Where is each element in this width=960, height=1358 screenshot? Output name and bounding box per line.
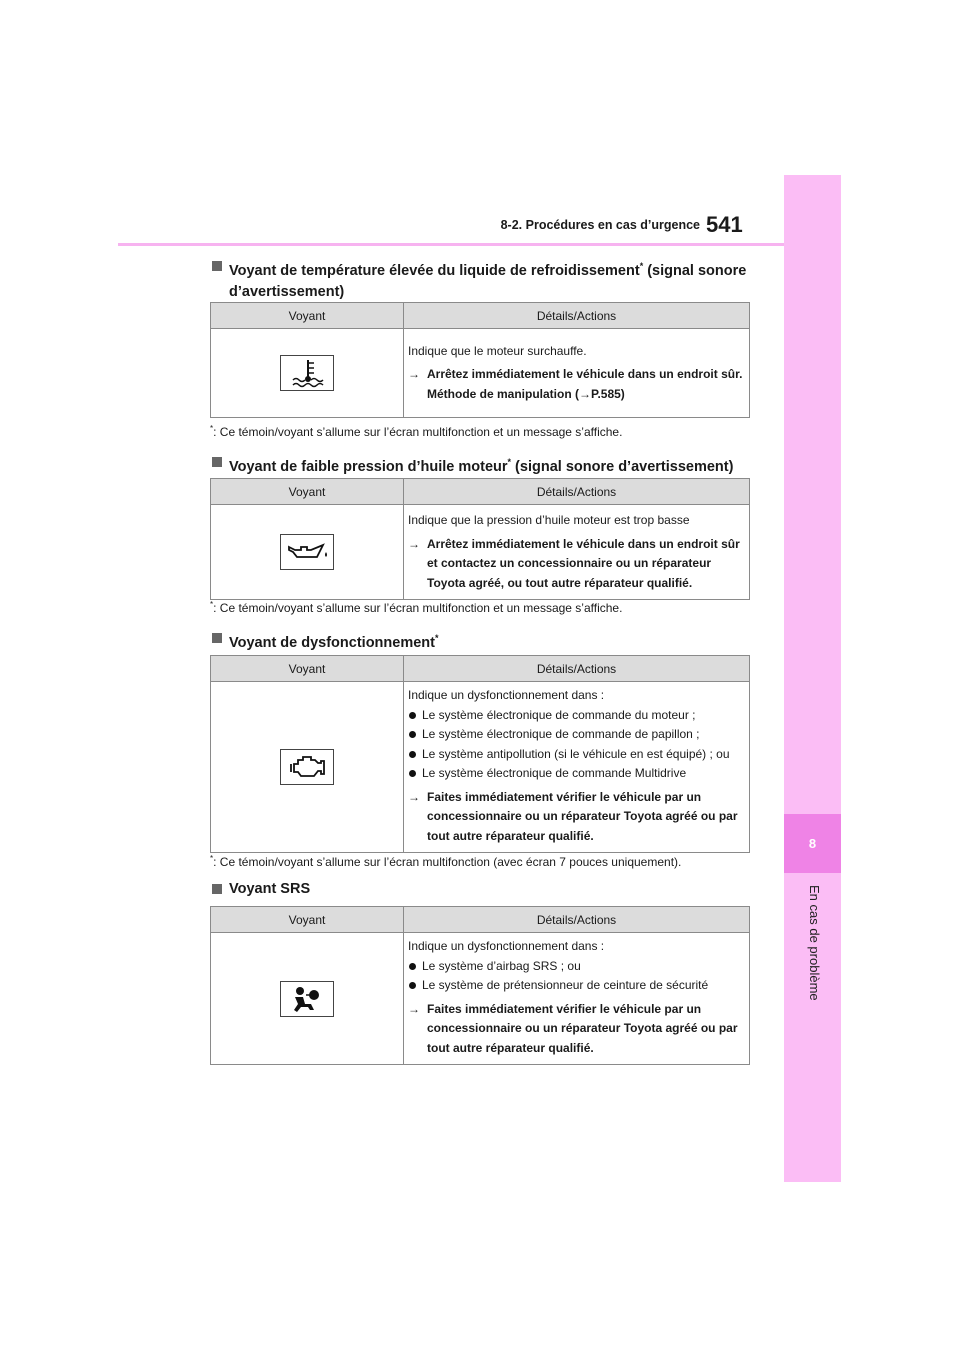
chapter-label: En cas de problème [807,885,822,1001]
table-header-details: Détails/Actions [404,303,750,329]
table-header-voyant: Voyant [211,303,404,329]
table-row: Indique un dysfonctionnement dans : Le système d’airbag SRS ; ou Le système de prétensionneur de ceinture de sécurité → Faites immédiatement vérifier le véhicule par un concessionnaire ou un réparateur Toyota agréé ou par tout autre réparateur qualifié. [211,933,750,1065]
chapter-section-title: 8-2. Procédures en cas d’urgence [500,218,700,232]
footnote-oil: *: Ce témoin/voyant s’allume sur l’écran multifonction et un message s’affiche. [210,600,623,615]
footnote-coolant: *: Ce témoin/voyant s’allume sur l’écran multifonction et un message s’affiche. [210,424,623,439]
section-heading-oil: Voyant de faible pression d’huile moteur* (signal sonore d’avertissement) [210,452,770,478]
footnote-malfunction: *: Ce témoin/voyant s’allume sur l’écran multifonction (avec écran 7 pouces uniquement). [210,854,682,869]
section-heading-coolant: Voyant de température élevée du liquide de refroidissement* (signal sonore d’avertissement) [210,256,770,303]
list-item: Le système d’airbag SRS ; ou [408,957,747,977]
page-number: 541 [706,212,743,237]
warning-table-oil: Voyant Détails/Actions Indique que la pression d’huile moteur est trop basse → Arrêtez immédiatement le véhicule dans un endroit sûr et contactez un concessionnaire ou un réparateur Toyota agréé, ou tout autre réparateur qualifié. [210,478,750,600]
heading-square-icon [212,261,222,271]
heading-square-icon [212,633,222,643]
warning-table-malfunction: Voyant Détails/Actions Indique un dysfonctionnement dans : Le système électronique de commande du moteur ; Le système électronique de commande de papillon ; Le système antipollution (si le véhicule en est équipé) ; ou Le système électronique de commande Multidrive → Faites immédiatement vérifier le véhicule par un concessionnaire ou un réparateur Toyota agréé ou par tout autre réparateur qualifié. [210,655,750,853]
list-item: Le système antipollution (si le véhicule en est équipé) ; ou [408,745,747,765]
chapter-number-box: 8 [784,814,841,873]
header-rule [118,243,784,246]
list-item: Le système électronique de commande du moteur ; [408,706,747,726]
warning-table-coolant [210,302,750,418]
table-row: Indique que la pression d’huile moteur est trop basse → Arrêtez immédiatement le véhicule dans un endroit sûr et contactez un concessionnaire ou un réparateur Toyota agréé, ou tout autre réparateur qualifié. [211,505,750,600]
chapter-side-tab [784,175,841,1182]
coolant-temperature-icon [280,355,334,391]
section-heading-malfunction: Voyant de dysfonctionnement* [210,628,770,654]
table-row: Indique que le moteur surchauffe. → Arrêtez immédiatement le véhicule dans un endroit sûr. Méthode de manipulation (→P.585) [211,329,750,418]
heading-square-icon [212,884,222,894]
list-item: Le système de prétensionneur de ceinture de sécurité [408,976,747,996]
warning-table-srs: Voyant Détails/Actions Indique un dysfonctionnement dans : Le système d’airbag SRS ; ou Le système de prétensionneur de ceinture de sécurité → Faites immédiatement vérifier le véhicule par un concessionnaire ou un réparateur Toyota agréé ou par tout autre réparateur qualifié. [210,906,750,1065]
oil-pressure-icon [280,534,334,570]
srs-airbag-icon [280,981,334,1017]
section-heading-srs: Voyant SRS [210,879,770,900]
table-row: Indique un dysfonctionnement dans : Le système électronique de commande du moteur ; Le système électronique de commande de papillon ; Le système antipollution (si le véhicule en est équipé) ; ou Le système électronique de commande Multidrive → Faites immédiatement vérifier le véhicule par un concessionnaire ou un réparateur Toyota agréé ou par tout autre réparateur qualifié. [211,682,750,853]
list-item: Le système électronique de commande de papillon ; [408,725,747,745]
heading-square-icon [212,457,222,467]
list-item: Le système électronique de commande Multidrive [408,764,747,784]
check-engine-icon [280,749,334,785]
